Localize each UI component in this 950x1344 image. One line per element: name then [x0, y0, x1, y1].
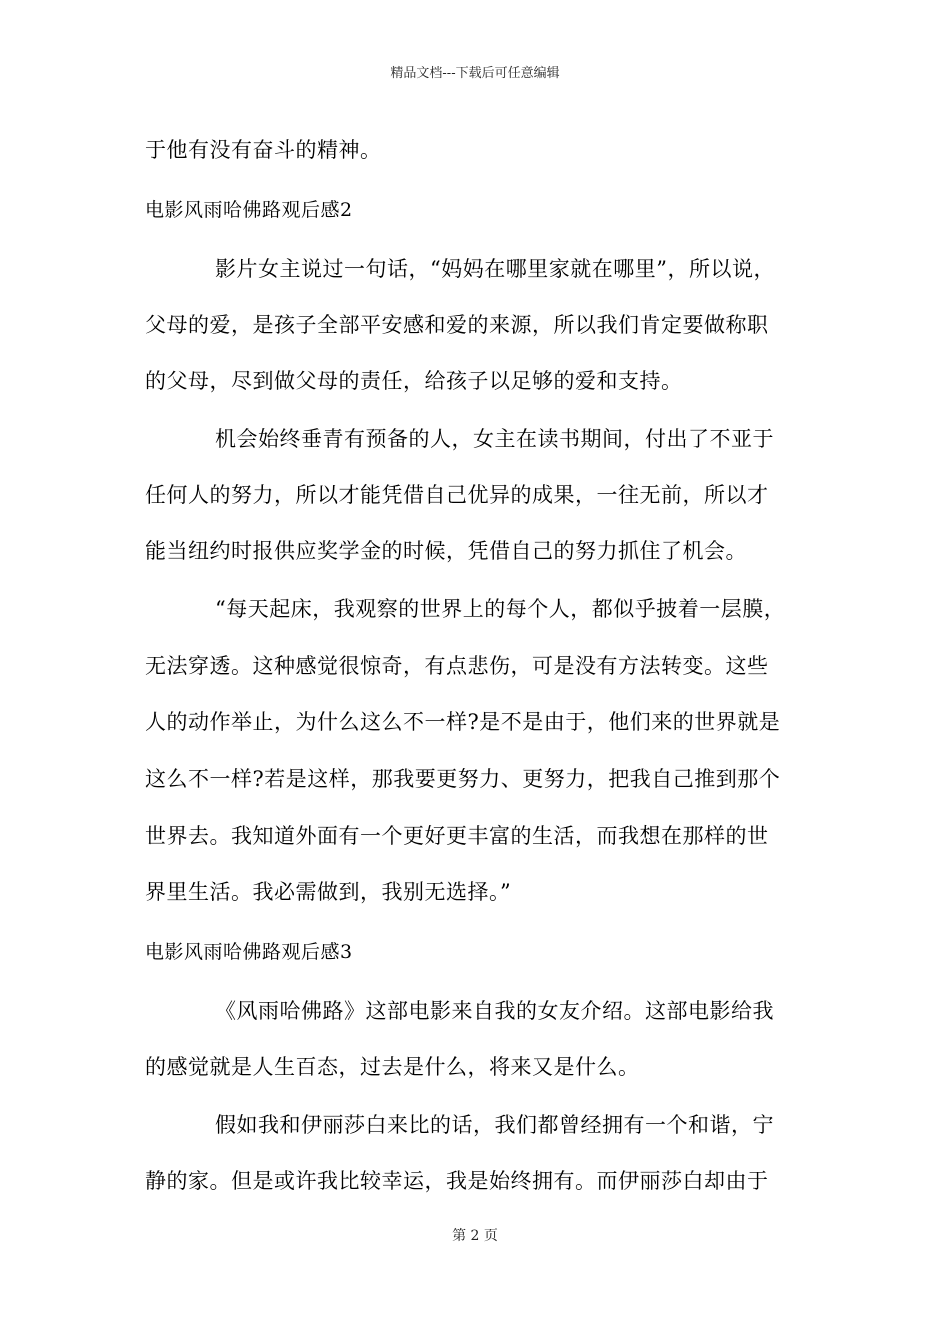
- paragraph-line: 父母的爱，是孩子全部平安感和爱的来源，所以我们肯定要做称职: [145, 313, 769, 337]
- section-heading-3: 电影风雨哈佛路观后感3: [145, 941, 353, 963]
- paragraph-line: 《风雨哈佛路》这部电影来自我的女友介绍。这部电影给我: [215, 999, 774, 1023]
- paragraph-line: 机会始终垂青有预备的人，女主在读书期间，付出了不亚于: [215, 427, 774, 451]
- paragraph-line: 的父母，尽到做父母的责任，给孩子以足够的爱和支持。: [145, 369, 683, 393]
- paragraph-line: 静的家。但是或许我比较幸运，我是始终拥有。而伊丽莎白却由于: [145, 1169, 769, 1193]
- paragraph-line: 能当纽约时报供应奖学金的时候，凭借自己的努力抓住了机会。: [145, 539, 747, 563]
- paragraph-line: 于他有没有奋斗的精神。: [145, 138, 382, 162]
- paragraph-line: 这么不一样?若是这样，那我要更努力、更努力，把我自己推到那个: [145, 767, 781, 791]
- paragraph-line: 任何人的努力，所以才能凭借自己优异的成果，一往无前，所以才: [145, 483, 769, 507]
- paragraph-line: 的感觉就是人生百态，过去是什么，将来又是什么。: [145, 1055, 640, 1079]
- paragraph-line: “每天起床，我观察的世界上的每个人，都似乎披着一层膜，: [215, 597, 786, 621]
- paragraph-line: 影片女主说过一句话，“妈妈在哪里家就在哪里”，所以说，: [215, 257, 775, 281]
- paragraph-line: 无法穿透。这种感觉很惊奇，有点悲伤，可是没有方法转变。这些: [145, 654, 769, 678]
- page-header: 精品文档---下载后可任意编辑: [390, 66, 560, 81]
- paragraph-line: 人的动作举止，为什么这么不一样?是不是由于，他们来的世界就是: [145, 710, 781, 734]
- page-number: 第 2 页: [452, 1228, 498, 1244]
- paragraph-line: 世界去。我知道外面有一个更好更丰富的生活，而我想在那样的世: [145, 824, 769, 848]
- paragraph-line: 假如我和伊丽莎白来比的话，我们都曾经拥有一个和谐，宁: [215, 1113, 774, 1137]
- section-heading-2: 电影风雨哈佛路观后感2: [145, 199, 353, 221]
- paragraph-line: 界里生活。我必需做到，我别无选择。”: [145, 880, 512, 904]
